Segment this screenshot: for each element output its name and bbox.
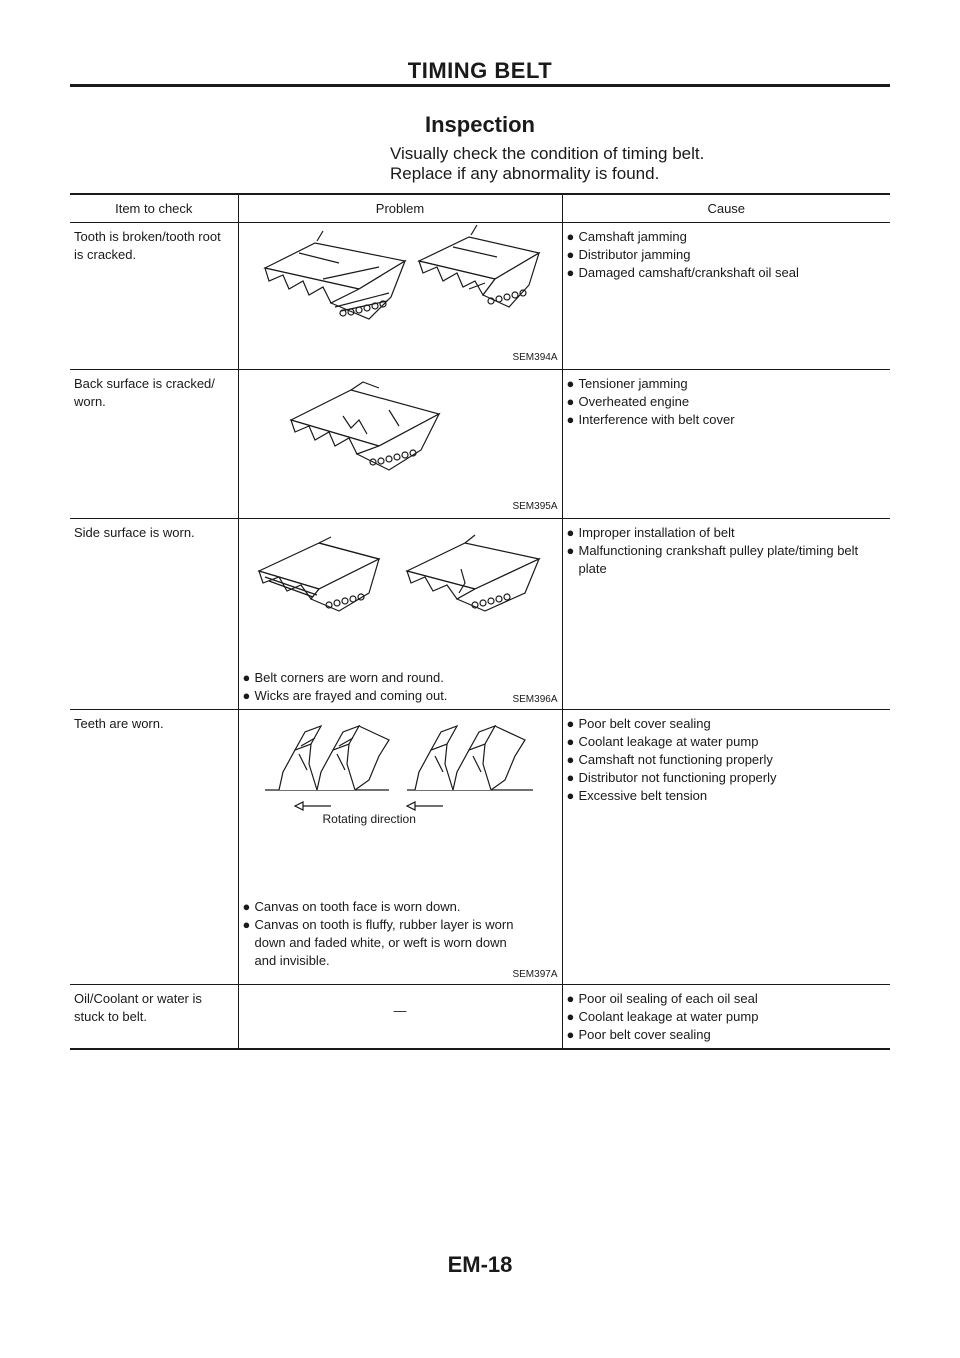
column-header: Item to check — [115, 201, 193, 216]
page-header-title: TIMING BELT — [407, 58, 553, 83]
intro-text — [390, 144, 704, 184]
cause-item: ● Poor belt cover sealing — [566, 1027, 711, 1042]
table-header-row — [70, 194, 890, 223]
page-number: EM-18 — [447, 1252, 513, 1277]
cause-item: ● Excessive belt tension — [566, 788, 708, 803]
figure-code: SEM396A — [512, 694, 558, 705]
problem-cell — [238, 370, 562, 519]
broken-tooth-belt-illustration — [239, 223, 563, 353]
rotating-direction-label: Rotating direction — [322, 812, 416, 826]
problem-cell: — — [393, 1003, 407, 1018]
cause-item: ● Poor oil sealing of each oil seal — [566, 991, 758, 1006]
intro-line: Replace if any abnormality is found. — [390, 164, 660, 183]
cause-item: ● Overheated engine — [566, 394, 690, 409]
cause-list — [563, 519, 891, 578]
figure-code: SEM394A — [512, 352, 558, 363]
cause-item: ● Improper installation of belt — [566, 525, 735, 540]
column-header: Problem — [238, 194, 562, 223]
item-to-check: Oil/Coolant or water is stuck to belt. — [74, 991, 202, 1024]
cause-item: ● Coolant leakage at water pump — [566, 1009, 759, 1024]
intro-line: Visually check the condition of timing belt. — [390, 144, 705, 163]
table-row — [70, 985, 890, 1049]
problem-notes — [243, 898, 523, 970]
problem-cell — [238, 223, 562, 370]
item-to-check: Teeth are worn. — [74, 716, 164, 731]
cracked-back-belt-illustration — [239, 370, 563, 500]
cause-item: ● Camshaft jamming — [566, 229, 687, 244]
worn-side-belt-illustration — [239, 519, 563, 629]
problem-notes — [243, 669, 523, 705]
table-row — [70, 519, 890, 710]
cause-item: ● Damaged camshaft/crankshaft oil seal — [566, 265, 799, 280]
figure-code: SEM395A — [512, 501, 558, 512]
problem-cell — [238, 710, 562, 985]
problem-note: ● Wicks are frayed and coming out. — [242, 688, 448, 703]
section-title: Inspection — [424, 112, 535, 137]
cause-list — [563, 223, 891, 282]
cause-item: ● Malfunctioning crankshaft pulley plate/timing belt plate — [566, 543, 859, 576]
figure-code: SEM397A — [512, 969, 558, 980]
cause-item: ● Camshaft not functioning properly — [566, 752, 773, 767]
item-to-check: Tooth is broken/tooth root is cracked. — [74, 229, 221, 262]
table-row — [70, 710, 890, 985]
table-row — [70, 370, 890, 519]
item-to-check: Back surface is cracked/ worn. — [74, 376, 215, 409]
problem-note: ● Belt corners are worn and round. — [242, 670, 444, 685]
problem-note: ● Canvas on tooth face is worn down. — [242, 899, 461, 914]
item-to-check: Side surface is worn. — [74, 525, 195, 540]
cause-item: ● Tensioner jamming — [566, 376, 688, 391]
problem-cell — [238, 519, 562, 710]
cause-list — [563, 710, 891, 805]
column-header: Cause — [562, 194, 890, 223]
inspection-table — [70, 193, 890, 1050]
cause-item: ● Distributor not functioning properly — [566, 770, 777, 785]
header-divider — [70, 84, 890, 87]
table-row — [70, 223, 890, 370]
cause-list — [563, 985, 891, 1044]
cause-list — [563, 370, 891, 429]
cause-item: ● Coolant leakage at water pump — [566, 734, 759, 749]
problem-note: ● Canvas on tooth is fluffy, rubber layer is worn down and faded white, or weft is worn down and invisible. — [242, 917, 514, 968]
cause-item: ● Poor belt cover sealing — [566, 716, 711, 731]
cause-item: ● Distributor jamming — [566, 247, 691, 262]
cause-item: ● Interference with belt cover — [566, 412, 735, 427]
